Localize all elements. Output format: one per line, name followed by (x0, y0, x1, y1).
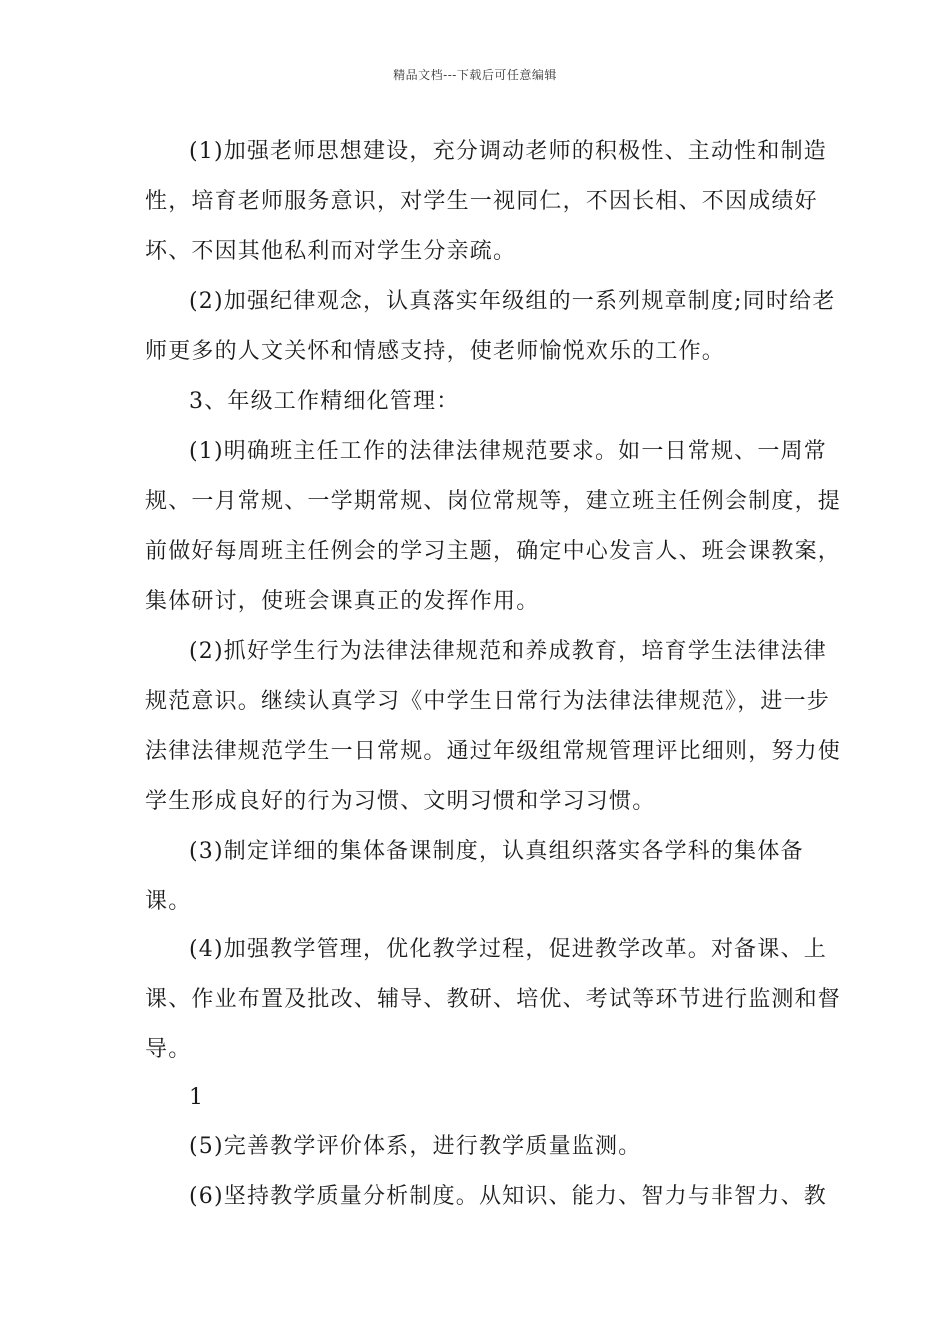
paragraph-discipline: (2)加强纪律观念，认真落实年级组的一系列规章制度;同时给老师更多的人文关怀和情感支持，使老师愉悦欢乐的工作。 (145, 289, 836, 364)
paragraph-evaluation-system: (5)完善教学评价体系，进行教学质量监测。 (189, 1134, 642, 1159)
paragraph-student-behavior: (2)抓好学生行为法律法律规范和养成教育，培育学生法律法律规范意识。继续认真学习《中学生日常行为法律法律规范》，进一步法律法律规范学生一日常规。通过年级组常规管理评比细则，努力使学生形成良好的行为习惯、文明习惯和学习习惯。 (145, 639, 842, 814)
paragraph-collective-lesson-prep: (3)制定详细的集体备课制度，认真组织落实各学科的集体备课。 (145, 839, 804, 914)
page-number: 1 (189, 1085, 203, 1110)
paragraph-quality-analysis: (6)坚持教学质量分析制度。从知识、能力、智力与非智力、教 (189, 1184, 827, 1209)
section-heading-refined-management: 3、年级工作精细化管理： (189, 389, 460, 414)
paragraph-class-teacher-norms: (1)明确班主任工作的法律法律规范要求。如一日常规、一周常规、一月常规、一学期常规、岗位常规等，建立班主任例会制度，提前做好每周班主任例会的学习主题，确定中心发言人、班会课教案，集体研讨，使班会课真正的发挥作用。 (145, 439, 842, 614)
paragraph-teaching-management: (4)加强教学管理，优化教学过程，促进教学改革。对备课、上课、作业布置及批改、辅导、教研、培优、考试等环节进行监测和督导。 (145, 937, 842, 1062)
page-header: 精品文档---下载后可任意编辑 (393, 68, 557, 82)
paragraph-teacher-ideology: (1)加强老师思想建设，充分调动老师的积极性、主动性和制造性，培育老师服务意识，对学生一视同仁，不因长相、不因成绩好坏、不因其他私利而对学生分亲疏。 (145, 139, 827, 264)
